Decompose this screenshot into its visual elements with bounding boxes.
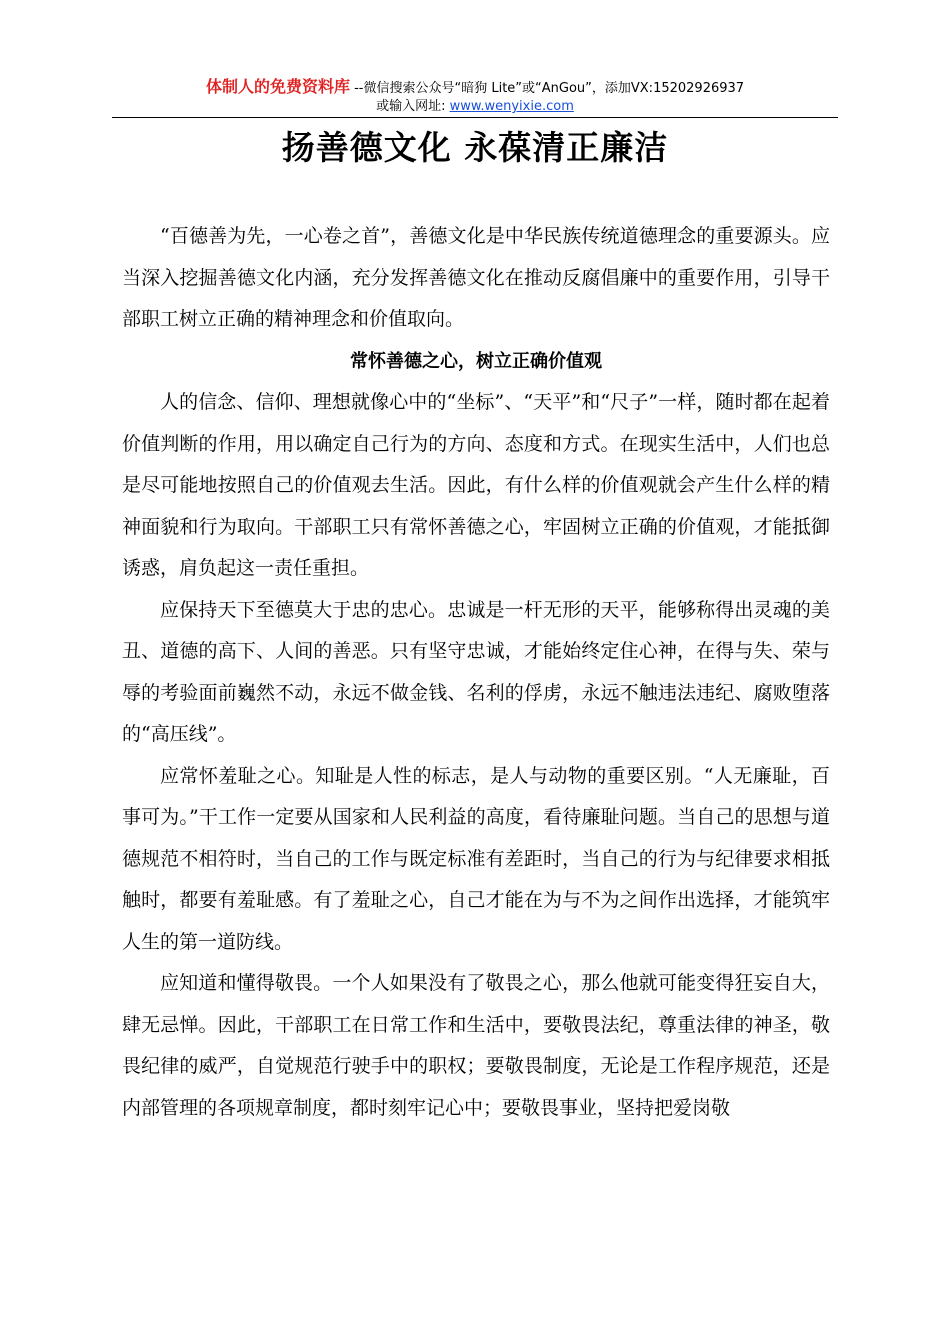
document-body [122,216,830,1129]
brand-name[interactable]: 体制人的免费资料库 [205,77,350,96]
paragraph: 应保持天下至德莫大于忠的忠心。忠诚是一杆无形的天平，能够称得出灵魂的美丑、道德的高下、人间的善恶。只有坚守忠诚，才能始终定住心神，在得与失、荣与辱的考验面前巍然不动，永远不做金钱、名利的俘虏，永远不触违法违纪、腐败堕落的“高压线”。 [122,598,830,745]
header-line-1 [110,78,840,98]
paragraph: 人的信念、信仰、理想就像心中的“坐标”、“天平”和“尺子”一样，随时都在起着价值判断的作用，用以确定自己行为的方向、态度和方式。在现实生活中，人们也总是尽可能地按照自己的价值观去生活。因此，有什么样的价值观就会产生什么样的精神面貌和行为取向。干部职工只有常怀善德之心，牢固树立正确的价值观，才能抵御诱惑，肩负起这一责任重担。 [122,391,830,579]
paragraph-intro: “百德善为先，一心卷之首”，善德文化是中华民族传统道德理念的重要源头。应当深入挖掘善德文化内涵，充分发挥善德文化在推动反腐倡廉中的重要作用，引导干部职工树立正确的精神理念和价值取向。 [122,225,830,330]
header-divider [112,117,838,118]
section-heading: 常怀善德之心，树立正确价值观 [350,350,602,372]
website-link[interactable]: www.wenyixie.com [449,99,574,114]
document-title: 扬善德文化 永葆清正廉洁 [281,128,669,167]
header-line-2 [110,98,840,116]
paragraph: 应常怀羞耻之心。知耻是人性的标志，是人与动物的重要区别。“人无廉耻，百事可为。”干工作一定要从国家和人民利益的高度，看待廉耻问题。当自己的思想与道德规范不相符时，当自己的工作与既定标准有差距时，当自己的行为与纪律要求相抵触时，都要有羞耻感。有了羞耻之心，自己才能在为与不为之间作出选择，才能筑牢人生的第一道防线。 [122,764,830,953]
paragraph: 应知道和懂得敬畏。一个人如果没有了敬畏之心，那么他就可能变得狂妄自大，肆无忌惮。因此，干部职工在日常工作和生活中，要敬畏法纪，尊重法律的神圣，敬畏纪律的威严，自觉规范行驶手中的职权；要敬畏制度，无论是工作程序规范，还是内部管理的各项规章制度，都时刻牢记心中；要敬畏事业，坚持把爱岗敬 [122,972,830,1119]
header-info: --微信搜索公众号“暗狗 Lite”或“AnGou”，添加VX:15202926937 [349,81,745,96]
url-prefix: 或输入网址: [376,99,450,114]
page-header [110,78,840,116]
